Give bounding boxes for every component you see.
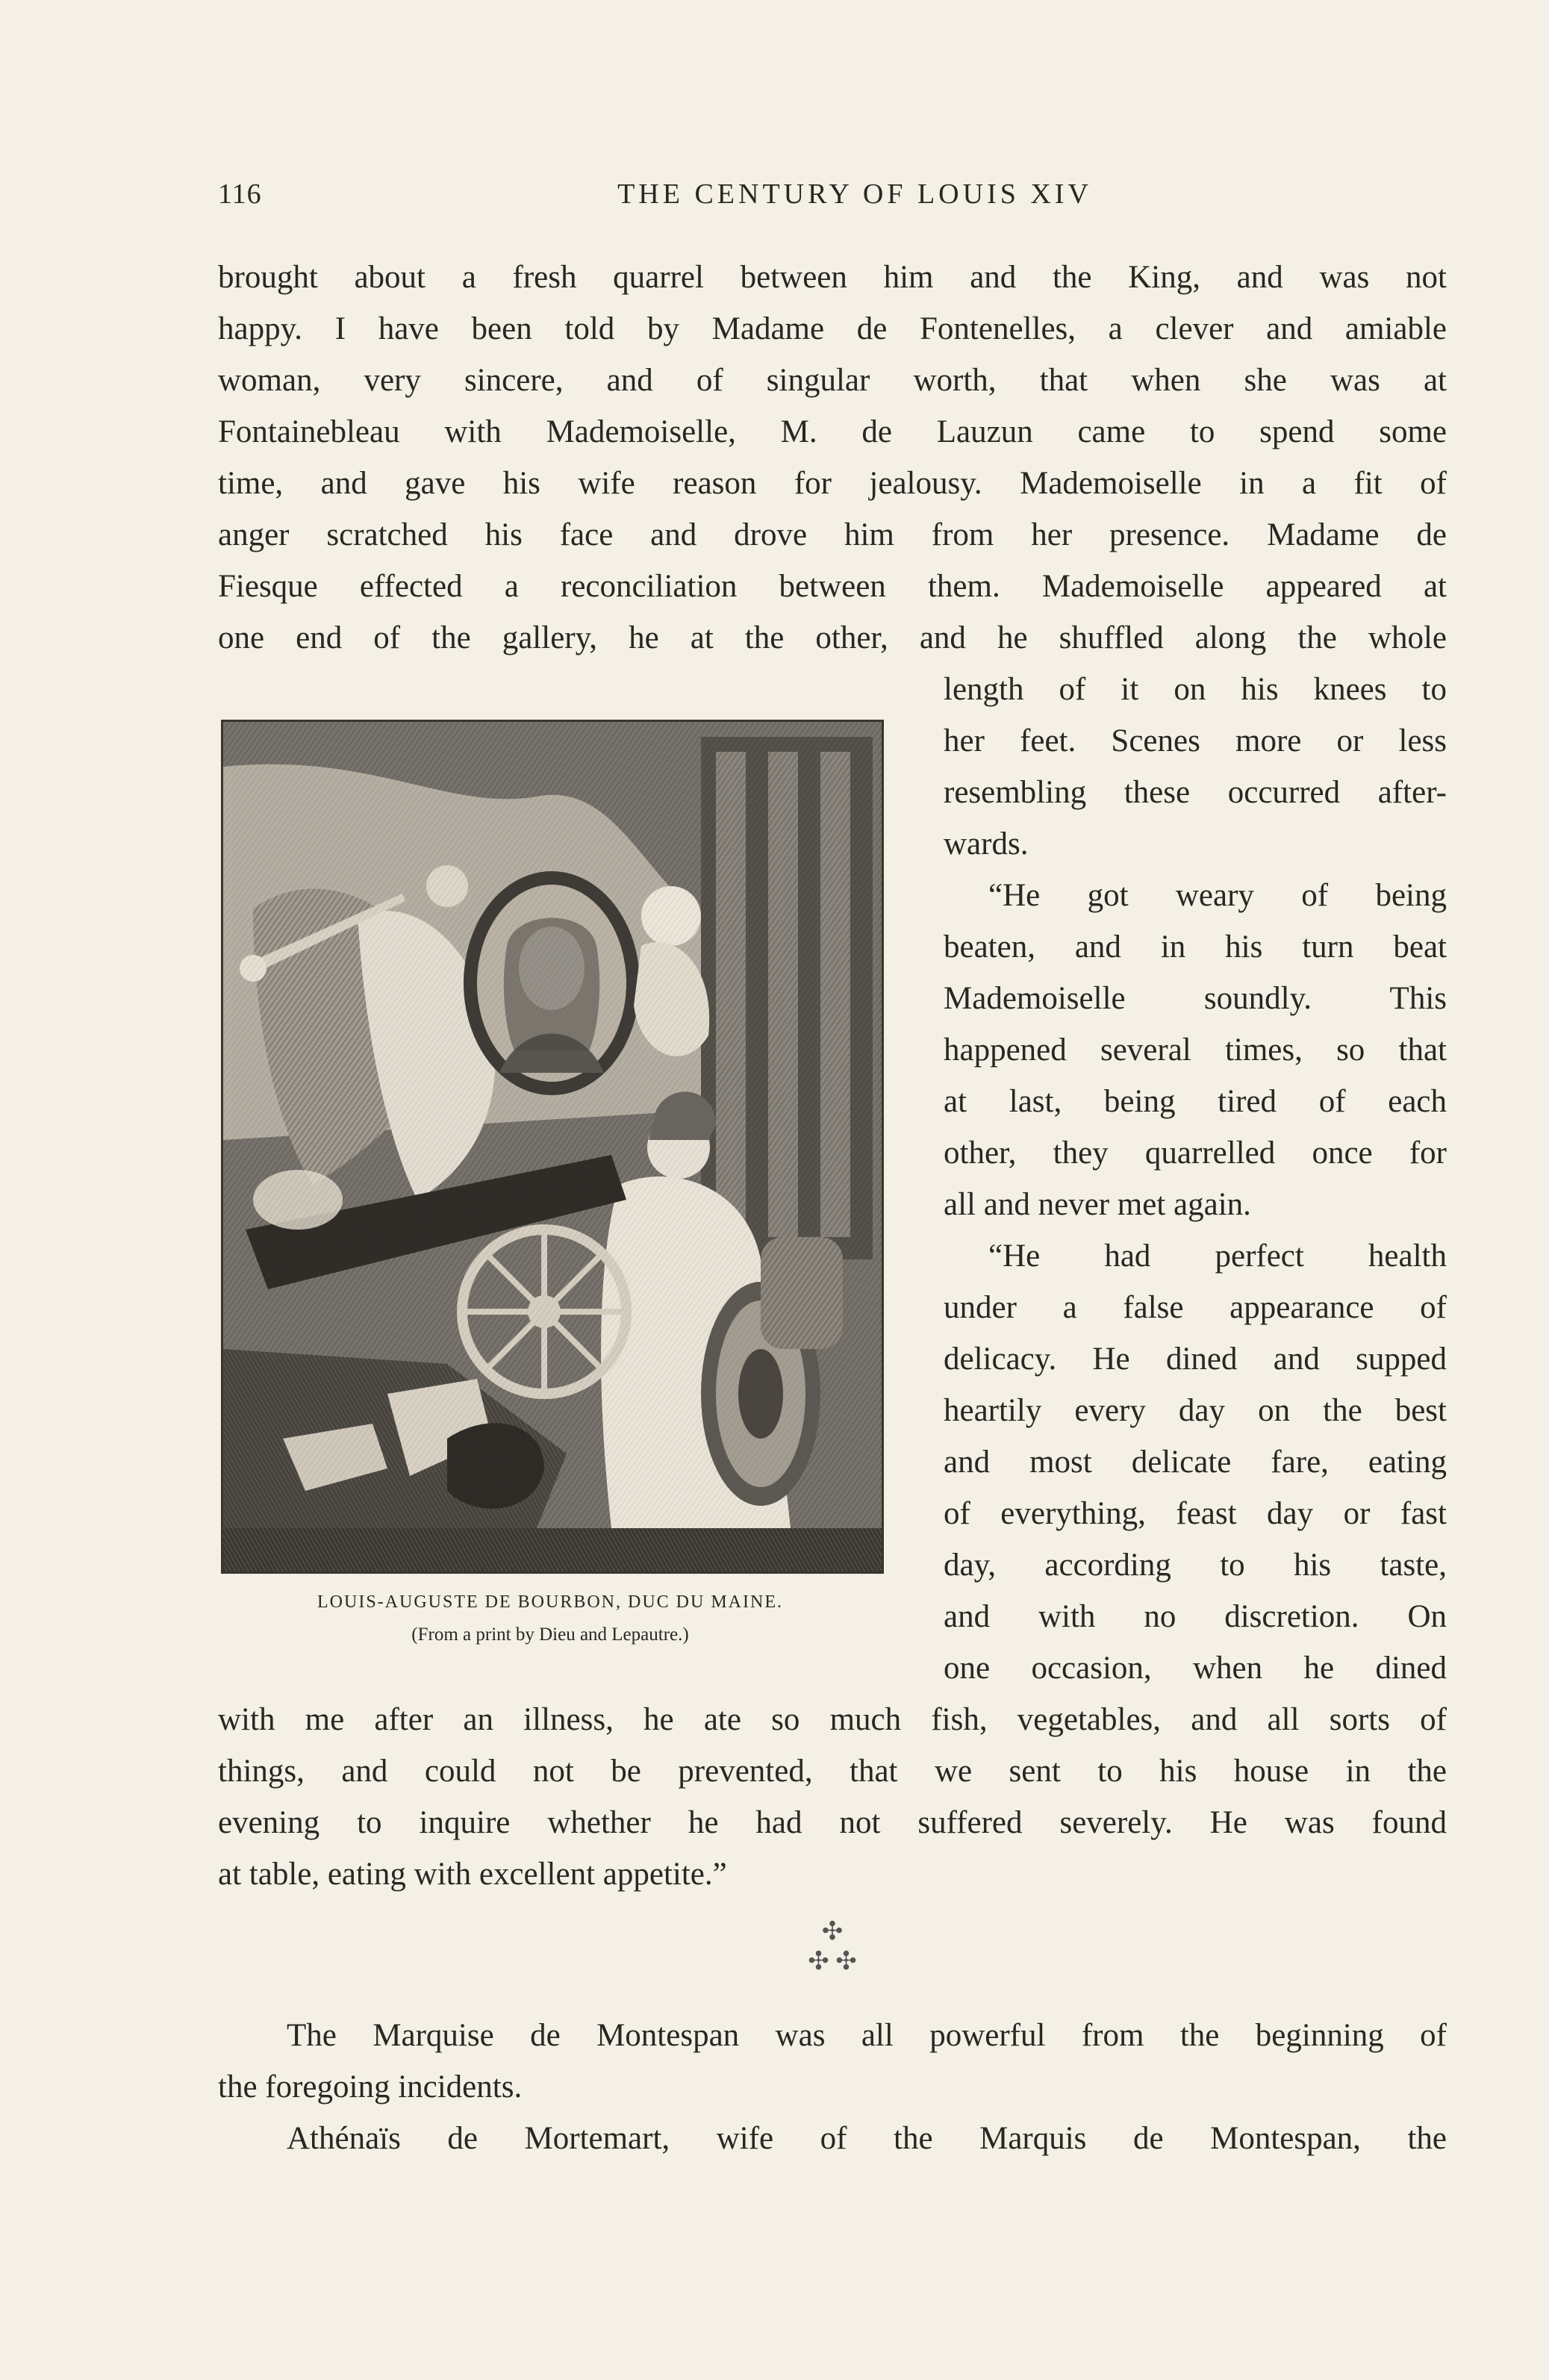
engraving-artwork <box>223 722 882 1571</box>
body-line: happened several times, so that <box>944 1032 1447 1068</box>
running-title: THE CENTURY OF LOUIS XIV <box>617 178 1092 210</box>
body-line: heartily every day on the best <box>944 1393 1447 1428</box>
body-line: day, according to his taste, <box>944 1548 1447 1583</box>
body-line: time, and gave his wife reason for jealousy. Mademoiselle in a fit of <box>218 466 1447 501</box>
ornament-top: ✣ <box>821 1918 844 1946</box>
body-line: one occasion, when he dined <box>944 1651 1447 1686</box>
body-line: and with no discretion. On <box>944 1599 1447 1634</box>
body-line: of everything, feast day or fast <box>944 1496 1447 1531</box>
body-line: length of it on his knees to <box>944 672 1447 707</box>
body-line: “He had perfect health <box>988 1239 1447 1274</box>
running-head <box>218 178 1447 215</box>
body-line: all and never met again. <box>944 1187 1251 1222</box>
body-line: resembling these occurred after- <box>944 775 1447 810</box>
page-number: 116 <box>218 178 262 210</box>
body-line: at last, being tired of each <box>944 1084 1447 1119</box>
body-line: woman, very sincere, and of singular worth, that when she was at <box>218 363 1447 398</box>
body-line: beaten, and in his turn beat <box>944 929 1447 965</box>
body-line: her feet. Scenes more or less <box>944 723 1447 758</box>
body-line: Fontainebleau with Mademoiselle, M. de Lauzun came to spend some <box>218 414 1447 449</box>
body-line: Fiesque effected a reconciliation between them. Mademoiselle appeared at <box>218 569 1447 604</box>
body-line: happy. I have been told by Madame de Fontenelles, a clever and amiable <box>218 311 1447 346</box>
body-line: Athénaïs de Mortemart, wife of the Marquis de Montespan, the <box>287 2121 1447 2156</box>
figure-caption-credit: (From a print by Dieu and Lepautre.) <box>411 1624 689 1645</box>
body-line: other, they quarrelled once for <box>944 1136 1447 1171</box>
body-line: anger scratched his face and drove him from her presence. Madame de <box>218 517 1447 552</box>
body-line: delicacy. He dined and supped <box>944 1342 1447 1377</box>
body-line: with me after an illness, he ate so much fish, vegetables, and all sorts of <box>218 1702 1447 1737</box>
body-line: at table, eating with excellent appetite.” <box>218 1857 727 1892</box>
section-ornament <box>799 1917 866 1992</box>
body-line: and most delicate fare, eating <box>944 1445 1447 1480</box>
body-line: the foregoing incidents. <box>218 2069 523 2105</box>
body-line: brought about a fresh quarrel between him and the King, and was not <box>218 260 1447 295</box>
body-line: evening to inquire whether he had not suffered severely. He was found <box>218 1805 1447 1840</box>
body-line: things, and could not be prevented, that we sent to his house in the <box>218 1754 1447 1789</box>
body-line: one end of the gallery, he at the other, and he shuffled along the whole <box>218 620 1447 655</box>
engraving-illustration <box>221 720 884 1574</box>
body-line: The Marquise de Montespan was all powerful from the beginning of <box>287 2018 1447 2053</box>
figure-caption-title: LOUIS-AUGUSTE DE BOURBON, DUC DU MAINE. <box>317 1592 783 1612</box>
body-line: “He got weary of being <box>988 878 1447 913</box>
ornament-bottom: ✣ ✣ <box>808 1948 857 1975</box>
body-line: under a false appearance of <box>944 1290 1447 1325</box>
body-line: wards. <box>944 826 1029 862</box>
body-line: Mademoiselle soundly. This <box>944 981 1447 1016</box>
